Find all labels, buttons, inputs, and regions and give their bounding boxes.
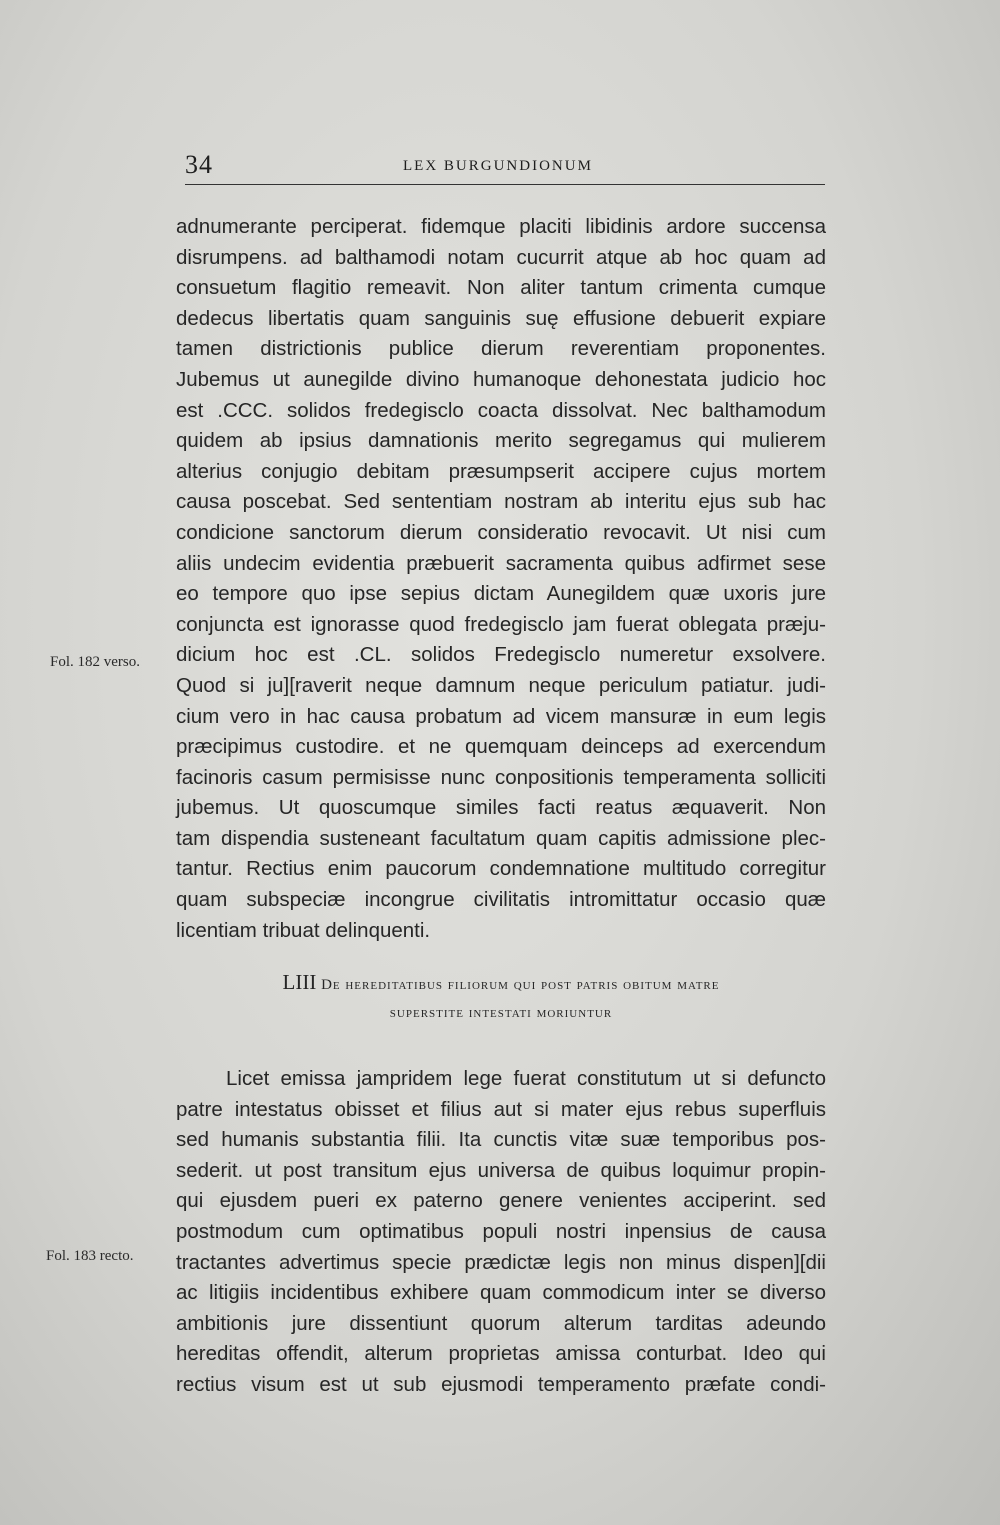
text-line: quam subspeciæ incongrue civilitatis intromittatur occasio quæ — [176, 888, 826, 912]
text-line: tractantes advertimus specie prædictæ legis non minus dispen][dii — [176, 1250, 826, 1274]
text-line: conjuncta est ignorasse quod fredegisclo jam fuerat oblegata præju- — [176, 612, 826, 636]
text-line: consuetum flagitio remeavit. Non aliter tantum crimenta cumque — [176, 276, 826, 300]
text-line: Licet emissa jampridem lege fuerat constitutum ut si defuncto — [226, 1067, 826, 1090]
main-text-block — [176, 212, 826, 946]
text-line: dedecus libertatis quam sanguinis suę effusione debuerit expiare — [176, 306, 826, 330]
text-line: dicium hoc est .CL. solidos Fredegisclo numeretur exsolvere. — [176, 643, 826, 667]
text-line: ac litigiis incidentibus exhibere quam commodicum inter se diverso — [176, 1281, 826, 1305]
text-line: qui ejusdem pueri ex paterno genere venientes acciperint. sed — [176, 1189, 826, 1213]
text-line: licentiam tribuat delinquenti. — [176, 918, 431, 942]
text-line: postmodum cum optimatibus populi nostri inpensius de causa — [176, 1219, 826, 1243]
text-line: disrumpens. ad balthamodi notam cucurrit atque ab hoc quam ad — [176, 245, 826, 269]
text-line: sed humanis substantia filii. Ita cunctis vitæ suæ temporibus pos- — [176, 1128, 826, 1152]
text-line: causa poscebat. Sed sententiam nostram ab interitu ejus sub hac — [176, 490, 826, 514]
section-text-block — [176, 1064, 826, 1401]
running-title: LEX BURGUNDIONUM — [403, 158, 593, 174]
text-line: Quod si ju][raverit neque damnum neque periculum patiatur. judi- — [176, 673, 826, 697]
text-line: adnumerante perciperat. fidemque placiti libidinis ardore succensa — [176, 215, 826, 238]
text-line: tamen districtionis publice dierum reverentiam proponentes. — [176, 337, 826, 361]
text-line: patre intestatus obisset et filius aut si mater ejus rebus superfluis — [176, 1097, 826, 1121]
text-line: sederit. ut post transitum ejus universa de quibus loquimur propin- — [176, 1158, 826, 1182]
text-line: præcipimus custodire. et ne quemquam deinceps ad exercendum — [176, 735, 826, 759]
margin-note-folio: Fol. 183 recto. — [46, 1248, 134, 1264]
text-line: aliis undecim evidentia præbuerit sacramenta quibus adfirmet sese — [176, 551, 826, 575]
text-line: eo tempore quo ipse sepius dictam Aunegildem quæ uxoris jure — [176, 582, 826, 606]
text-line: ambitionis jure dissentiunt quorum alterum tarditas adeundo — [176, 1311, 826, 1335]
margin-note-folio: Fol. 182 verso. — [50, 654, 140, 670]
text-line: jubemus. Ut quoscumque similes facti reatus æquaverit. Non — [176, 796, 826, 820]
section-title-line2: superstite intestati moriuntur — [389, 1005, 613, 1021]
text-line: condicione sanctorum dierum consideratio revocavit. Ut nisi cum — [176, 520, 826, 544]
text-line: tantur. Rectius enim paucorum condemnatione multitudo corregitur — [176, 857, 826, 881]
text-line: quidem ab ipsius damnationis merito segregamus qui mulierem — [176, 429, 826, 453]
text-line: cium vero in hac causa probatum ad vicem mansuræ in eum legis — [176, 704, 826, 728]
text-line: Jubemus ut aunegilde divino humanoque dehonestata judicio hoc — [176, 367, 826, 391]
page-header — [185, 150, 825, 185]
section-heading — [176, 968, 826, 1027]
page-number: 34 — [185, 150, 213, 179]
text-line: tam dispendia susteneant facultatum quam capitis admissione plec- — [176, 826, 826, 850]
text-line: facinoris casum permisisse nunc conpositionis temperamenta solliciti — [176, 765, 826, 789]
text-line: est .CCC. solidos fredegisclo coacta dissolvat. Nec balthamodum — [176, 398, 826, 422]
text-line: hereditas offendit, alterum proprietas amissa conturbat. Ideo qui — [176, 1342, 826, 1366]
section-number: LIII — [282, 970, 317, 994]
text-line: alterius conjugio debitam præsumpserit accipere cujus mortem — [176, 459, 826, 483]
section-title-line1: De hereditatibus filiorum qui post patris obitum matre — [321, 977, 720, 993]
text-line: rectius visum est ut sub ejusmodi temperamento præfate condi- — [176, 1372, 826, 1396]
